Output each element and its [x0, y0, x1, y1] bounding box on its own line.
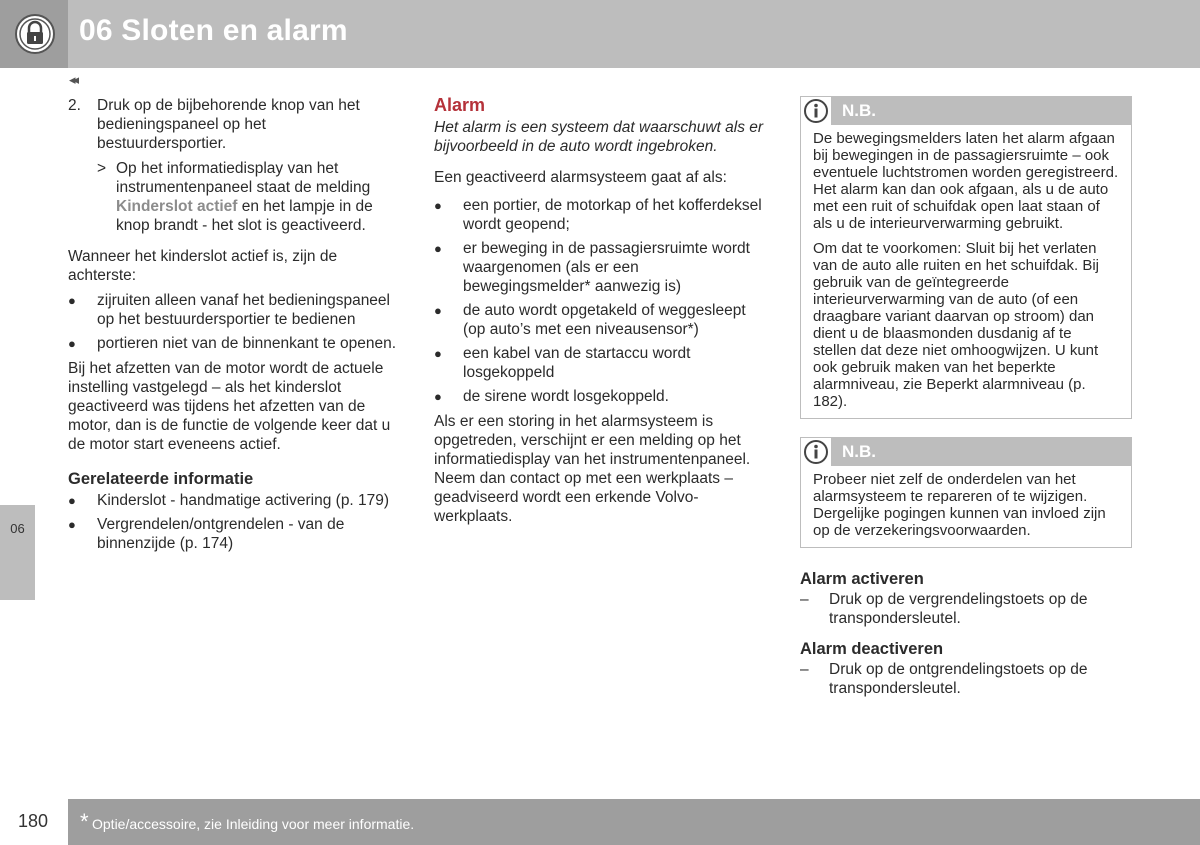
note-paragraph: De bewegingsmelders laten het alarm afgaan bij bewegingen in de passagiersruimte – ook eventuele luchtstromen worden geregistreerd. Het alarm kan dan ook afgaan, als u de auto met een ruit of schuifdak open laat staan of als u de interieurverwarming gebruikt. [813, 130, 1119, 232]
list-item-text: portieren niet van de binnenkant te openen. [97, 335, 397, 352]
deactivate-step-text: Druk op de ontgrendelingstoets op de transpondersleutel. [829, 661, 1088, 697]
activate-heading: Alarm activeren [800, 570, 924, 588]
paragraph-engine-off: Bij het afzetten van de motor wordt de actuele instelling vastgelegd – als het kinderslot geactiveerd was tijdens het afzetten van de motor, dan is de functie de volgende keer dat u de motor start eveneens actief. [68, 360, 391, 453]
list-item-text: de auto wordt opgetakeld of weggesleept (op auto’s met een niveausensor*) [463, 302, 746, 338]
list-item [68, 291, 398, 329]
dash-marker: – [800, 661, 809, 678]
footnote-bar [68, 799, 1200, 845]
result-marker: > [97, 160, 107, 177]
list-item-text: een kabel van de startaccu wordt losgekoppeld [463, 345, 691, 381]
list-item-text: de sirene wordt losgekoppeld. [463, 388, 669, 405]
note-box [800, 96, 1132, 419]
bullet-icon: ● [434, 346, 442, 361]
alarm-trigger-list [434, 196, 769, 406]
related-heading: Gerelateerde informatie [68, 470, 254, 488]
note-title: N.B. [842, 101, 876, 120]
note-title: N.B. [842, 442, 876, 461]
deactivate-step [800, 660, 1132, 698]
note-body [801, 466, 1131, 547]
list-item [68, 334, 398, 353]
note-box [800, 437, 1132, 548]
alarm-intro: Het alarm is een systeem dat waarschuwt als er bijvoorbeeld in de auto wordt ingebroken. [434, 119, 764, 155]
page-header [0, 0, 1200, 68]
note-header [801, 97, 1131, 125]
list-item-text: een portier, de motorkap of het kofferdeksel wordt geopend; [463, 197, 762, 233]
bullet-icon: ● [68, 493, 76, 508]
step-number: 2. [68, 97, 81, 114]
bullet-icon: ● [68, 293, 76, 308]
numbered-step [68, 96, 398, 153]
related-link[interactable] [68, 515, 398, 553]
related-link-text[interactable]: Vergrendelen/ontgrendelen - van de binnenzijde (p. 174) [97, 516, 345, 552]
dash-marker: – [800, 591, 809, 608]
list-item [434, 196, 769, 234]
column-3 [800, 96, 1132, 710]
page-number: 180 [18, 811, 49, 831]
list-item [434, 387, 769, 406]
bullet-icon: ● [434, 198, 442, 213]
result-text [116, 159, 398, 235]
bullet-icon: ● [68, 336, 76, 351]
bullet-icon: ● [434, 241, 442, 256]
back-arrows-icon[interactable]: ◂◂ [69, 72, 77, 87]
asterisk-icon: * [80, 809, 89, 834]
bullet-icon: ● [434, 303, 442, 318]
footnote-text: Optie/accessoire, zie Inleiding voor meer informatie. [92, 816, 415, 832]
info-icon [801, 97, 831, 125]
paragraph-childlock: Wanneer het kinderslot actief is, zijn de achterste: [68, 248, 338, 284]
page-number-box [0, 799, 68, 845]
list-item-text: er beweging in de passagiersruimte wordt waargenomen (als er een bewegingsmelder* aanwezig is) [463, 240, 750, 295]
step-text: Druk op de bijbehorende knop van het bedieningspaneel op het bestuurdersportier. [97, 97, 360, 152]
list-item [434, 344, 769, 382]
activate-step-text: Druk op de vergrendelingstoets op de transpondersleutel. [829, 591, 1088, 627]
list-item [434, 239, 769, 296]
note-header [801, 438, 1131, 466]
section-heading-alarm: Alarm [434, 95, 486, 115]
activate-step [800, 590, 1132, 628]
column-2 [434, 96, 769, 532]
step-result [97, 159, 398, 235]
note-paragraph: Om dat te voorkomen: Sluit bij het verlaten van de auto alle ruiten en het schuifdak. Bij gebruik van de geïntegreerde interieurverwarming van de auto (of een draagbare variant daarvan op stroom) dan dient u de blaasmonden dusdanig af te stellen dat deze niet omhoogwijzen. U kunt ook gebruik maken van het beperkte alarmniveau, zie Beperkt alarmniveau (p. 182). [813, 240, 1100, 410]
info-icon [801, 438, 831, 466]
chapter-side-tab [0, 505, 35, 600]
chapter-tab-label: 06 [10, 521, 25, 536]
result-text-pre: Op het informatiedisplay van het instrumentenpaneel staat de melding [116, 160, 371, 196]
note-body [801, 125, 1131, 418]
chapter-title: 06 Sloten en alarm [79, 14, 348, 47]
deactivate-heading: Alarm deactiveren [800, 640, 944, 658]
note-paragraph: Probeer niet zelf de onderdelen van het alarmsysteem te repareren of te wijzigen. Dergelijke pogingen kunnen van invloed zijn op de verzekeringsvoorwaarden. [813, 471, 1106, 539]
bullet-icon: ● [434, 389, 442, 404]
related-link[interactable] [68, 491, 398, 510]
lock-icon [14, 13, 56, 55]
alarm-trigger-intro: Een geactiveerd alarmsysteem gaat af als: [434, 169, 727, 186]
header-icon-box [0, 0, 68, 68]
childlock-list [68, 291, 398, 353]
alarm-malfunction-paragraph: Als er een storing in het alarmsysteem is opgetreden, verschijnt er een melding op het informatiedisplay van het instrumentenpaneel. Neem dan contact op met een werkplaats – geadviseerd wordt een erkende Volvo-werkplaats. [434, 413, 751, 525]
display-message: Kinderslot actief [116, 198, 238, 215]
column-1 [68, 96, 398, 559]
bullet-icon: ● [68, 517, 76, 532]
result-text-post: en het lampje in de knop brandt - het slot is geactiveerd. [116, 198, 373, 234]
list-item-text: zijruiten alleen vanaf het bedieningspaneel op het bestuurdersportier te bedienen [97, 292, 390, 328]
page-footer [0, 799, 1200, 845]
list-item [434, 301, 769, 339]
related-list [68, 491, 398, 553]
related-link-text[interactable]: Kinderslot - handmatige activering (p. 179) [97, 492, 390, 509]
